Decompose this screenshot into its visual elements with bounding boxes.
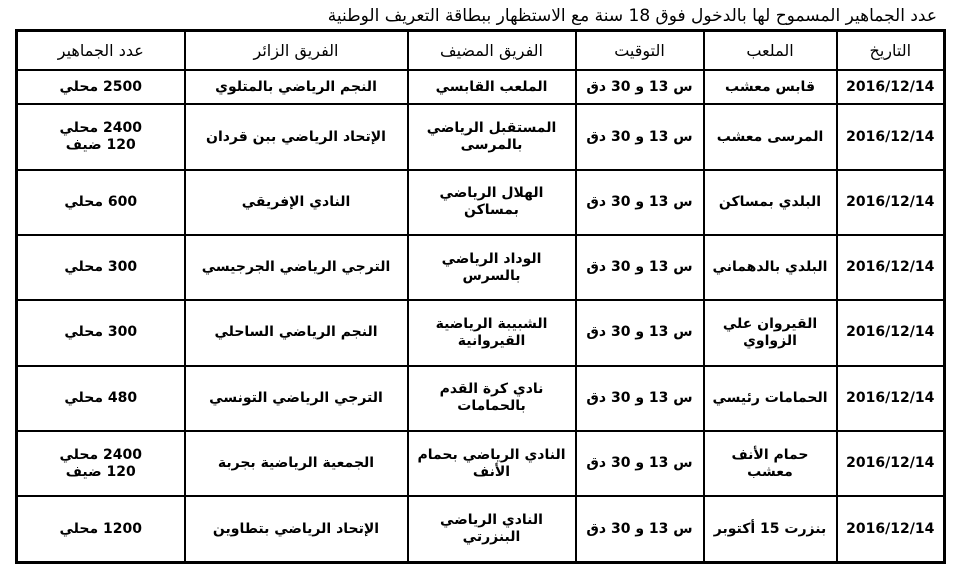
document-title: عدد الجماهير المسموح لها بالدخول فوق 18 سنة مع الاستظهار ببطاقة التعريف الوطنية <box>327 6 937 26</box>
visitor-team-cell: الجمعية الرياضية بجربة <box>185 431 408 496</box>
visitor-team-cell: الترجي الرياضي الجرجيسي <box>185 235 408 300</box>
crowd-local: 300 محلي <box>64 259 138 276</box>
header-crowd: عدد الجماهير <box>17 31 185 71</box>
visitor-team-cell: الإتحاد الرياضي بتطاوين <box>185 496 408 562</box>
visitor-team-cell: النادي الإفريقي <box>185 170 408 235</box>
home-team-cell: نادي كرة القدم بالحمامات <box>408 366 576 431</box>
venue-cell: القيروان علي الزواوي <box>704 300 837 365</box>
time-cell: س 13 و 30 دق <box>576 170 704 235</box>
crowd-cell <box>17 235 185 300</box>
time-cell: س 13 و 30 دق <box>576 70 704 104</box>
attendance-table <box>15 29 946 564</box>
crowd-guest: 120 ضيف <box>65 137 136 154</box>
time-cell: س 13 و 30 دق <box>576 104 704 169</box>
header-visitor-team: الفريق الزائر <box>185 31 408 71</box>
date-cell: 2016/12/14 <box>837 70 945 104</box>
home-team-cell: الشبيبة الرياضية القيروانية <box>408 300 576 365</box>
table-row <box>17 496 945 562</box>
date-cell: 2016/12/14 <box>837 104 945 169</box>
crowd-cell <box>17 170 185 235</box>
home-team-cell: المستقبل الرياضي بالمرسى <box>408 104 576 169</box>
home-team-cell: الملعب القابسي <box>408 70 576 104</box>
visitor-team-cell: النجم الرياضي الساحلي <box>185 300 408 365</box>
time-cell: س 13 و 30 دق <box>576 496 704 562</box>
table-row <box>17 235 945 300</box>
crowd-local: 1200 محلي <box>59 520 142 537</box>
venue-cell: قابس معشب <box>704 70 837 104</box>
crowd-cell <box>17 300 185 365</box>
header-date: التاريخ <box>837 31 945 71</box>
crowd-local: 480 محلي <box>64 389 138 406</box>
time-cell: س 13 و 30 دق <box>576 366 704 431</box>
table-row <box>17 70 945 104</box>
date-cell: 2016/12/14 <box>837 235 945 300</box>
crowd-guest: 120 ضيف <box>65 463 136 480</box>
venue-cell: البلدي بمساكن <box>704 170 837 235</box>
crowd-local: 600 محلي <box>64 193 138 210</box>
visitor-team-cell: الترجي الرياضي التونسي <box>185 366 408 431</box>
crowd-local: 2400 محلي <box>59 120 142 137</box>
date-cell: 2016/12/14 <box>837 496 945 562</box>
table-row <box>17 170 945 235</box>
time-cell: س 13 و 30 دق <box>576 235 704 300</box>
header-venue: الملعب <box>704 31 837 71</box>
header-time: التوقيت <box>576 31 704 71</box>
venue-cell: بنزرت 15 أكتوبر <box>704 496 837 562</box>
time-cell: س 13 و 30 دق <box>576 300 704 365</box>
crowd-local: 300 محلي <box>64 324 138 341</box>
home-team-cell: النادي الرياضي بحمام الأنف <box>408 431 576 496</box>
date-cell: 2016/12/14 <box>837 366 945 431</box>
table-row <box>17 300 945 365</box>
crowd-cell <box>17 431 185 496</box>
venue-cell: الحمامات رئيسي <box>704 366 837 431</box>
venue-cell: حمام الأنف معشب <box>704 431 837 496</box>
crowd-cell <box>17 104 185 169</box>
header-row <box>17 31 945 71</box>
venue-cell: المرسى معشب <box>704 104 837 169</box>
table-row <box>17 104 945 169</box>
crowd-cell <box>17 366 185 431</box>
visitor-team-cell: الإتحاد الرياضي ببن قردان <box>185 104 408 169</box>
home-team-cell: النادي الرياضي البنزرتي <box>408 496 576 562</box>
date-cell: 2016/12/14 <box>837 170 945 235</box>
crowd-local: 2400 محلي <box>59 446 142 463</box>
table-row <box>17 366 945 431</box>
header-home-team: الفريق المضيف <box>408 31 576 71</box>
crowd-local: 2500 محلي <box>59 78 142 95</box>
time-cell: س 13 و 30 دق <box>576 431 704 496</box>
home-team-cell: الوداد الرياضي بالسرس <box>408 235 576 300</box>
home-team-cell: الهلال الرياضي بمساكن <box>408 170 576 235</box>
crowd-cell <box>17 496 185 562</box>
venue-cell: البلدي بالدهماني <box>704 235 837 300</box>
crowd-cell <box>17 70 185 104</box>
table-row <box>17 431 945 496</box>
date-cell: 2016/12/14 <box>837 431 945 496</box>
date-cell: 2016/12/14 <box>837 300 945 365</box>
visitor-team-cell: النجم الرياضي بالمتلوي <box>185 70 408 104</box>
